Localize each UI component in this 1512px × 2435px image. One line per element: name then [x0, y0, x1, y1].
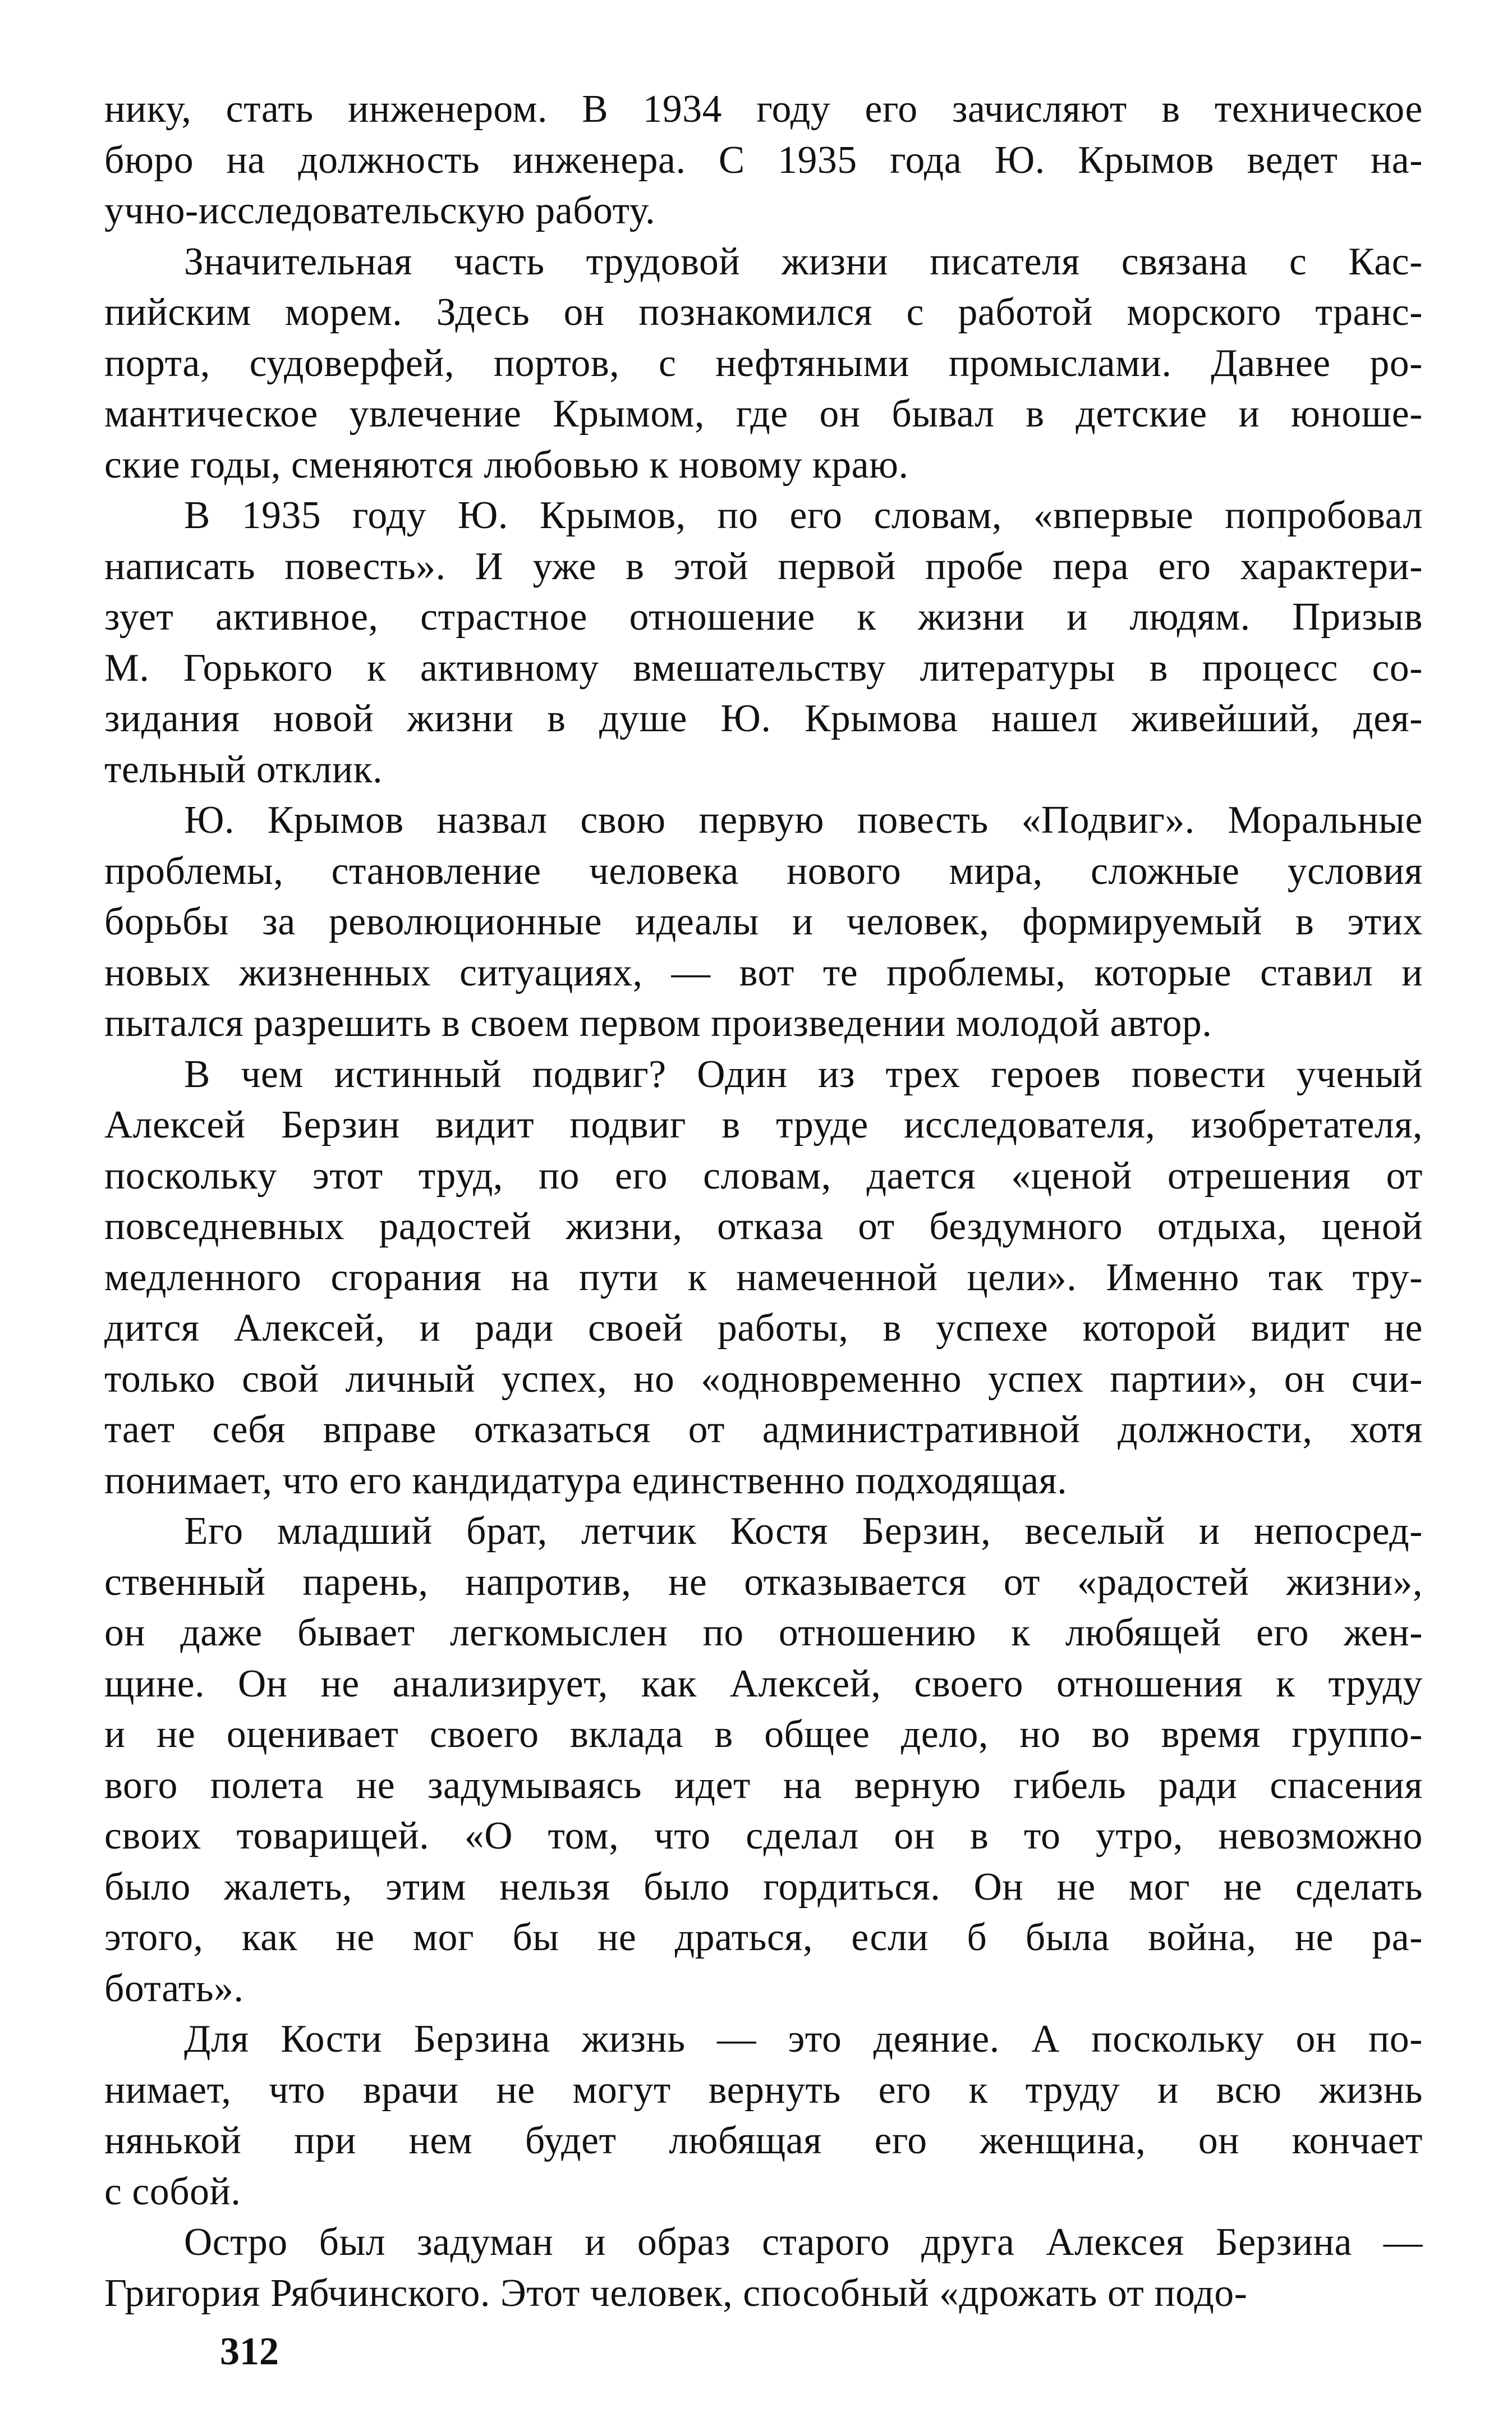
- paragraph: [104, 1506, 1423, 2014]
- text-line: поскольку этот труд, по его словам, дается «ценой отрешения от: [104, 1154, 1423, 1198]
- text-line: зует активное, страстное отношение к жизни и людям. Призыв: [104, 595, 1423, 639]
- text-line: Григория Рябчинского. Этот человек, способный «дрожать от подо-: [104, 2271, 1248, 2315]
- page-number: 312: [220, 2330, 279, 2373]
- text-line: тельный отклик.: [104, 748, 383, 791]
- text-line: он даже бывает легкомыслен по отношению к любящей его жен-: [104, 1611, 1423, 1654]
- paragraph: [104, 84, 1423, 237]
- text-line: бюро на должность инженера. С 1935 года Ю. Крымов ведет на-: [104, 138, 1423, 182]
- text-line: повседневных радостей жизни, отказа от бездумного отдыха, ценой: [104, 1205, 1423, 1248]
- paragraph: [104, 2014, 1423, 2217]
- text-line: вого полета не задумываясь идет на верную гибель ради спасения: [104, 1763, 1423, 1807]
- text-line: В чем истинный подвиг? Один из трех героев повести ученый: [184, 1052, 1423, 1096]
- text-line: и не оценивает своего вклада в общее дело, но во время группо-: [104, 1713, 1423, 1756]
- text-line: тает себя вправе отказаться от административной должности, хотя: [104, 1408, 1423, 1451]
- text-line: Его младший брат, летчик Костя Берзин, веселый и непосред-: [184, 1510, 1423, 1553]
- text-line: ские годы, сменяются любовью к новому краю.: [104, 443, 909, 487]
- text-line: понимает, что его кандидатура единственно подходящая.: [104, 1459, 1068, 1502]
- text-line: борьбы за революционные идеалы и человек, формируемый в этих: [104, 900, 1423, 943]
- text-line: дится Алексей, и ради своей работы, в успехе которой видит не: [104, 1306, 1423, 1350]
- text-line: Ю. Крымов назвал свою первую повесть «Подвиг». Моральные: [184, 799, 1423, 842]
- text-line: щине. Он не анализирует, как Алексей, своего отношения к труду: [104, 1662, 1423, 1705]
- text-line: было жалеть, этим нельзя было гордиться. Он не мог не сделать: [104, 1865, 1423, 1909]
- text-line: зидания новой жизни в душе Ю. Крымова нашел живейший, дея-: [104, 697, 1423, 740]
- text-line: этого, как не мог бы не драться, если б была война, не ра-: [104, 1916, 1423, 1959]
- text-line: нимает, что врачи не могут вернуть его к труду и всю жизнь: [104, 2068, 1423, 2112]
- text-line: мантическое увлечение Крымом, где он бывал в детские и юноше-: [104, 392, 1423, 435]
- text-line: пытался разрешить в своем первом произведении молодой автор.: [104, 1002, 1212, 1045]
- text-line: Для Кости Берзина жизнь — это деяние. А поскольку он по-: [184, 2017, 1423, 2061]
- text-line: нянькой при нем будет любящая его женщина, он кончает: [104, 2119, 1423, 2162]
- body-text: [104, 84, 1423, 2319]
- text-line: с собой.: [104, 2170, 241, 2213]
- text-line: ботать».: [104, 1966, 244, 2010]
- text-line: порта, судоверфей, портов, с нефтяными промыслами. Давнее ро-: [104, 341, 1423, 385]
- paragraph: [104, 237, 1423, 491]
- paragraph: [104, 490, 1423, 795]
- text-line: только свой личный успех, но «одновременно успех партии», он счи-: [104, 1357, 1423, 1401]
- text-line: пийским морем. Здесь он познакомился с работой морского транс-: [104, 291, 1423, 334]
- text-line: М. Горького к активному вмешательству литературы в процесс со-: [104, 646, 1423, 690]
- text-line: новых жизненных ситуациях, — вот те проблемы, которые ставил и: [104, 951, 1423, 994]
- text-line: написать повесть». И уже в этой первой пробе пера его характери-: [104, 544, 1423, 588]
- text-line: нику, стать инженером. В 1934 году его зачисляют в техническое: [104, 88, 1423, 131]
- text-line: учно-исследовательскую работу.: [104, 189, 656, 232]
- text-line: Алексей Берзин видит подвиг в труде исследователя, изобретателя,: [104, 1103, 1423, 1147]
- text-line: медленного сгорания на пути к намеченной цели». Именно так тру-: [104, 1255, 1423, 1299]
- text-line: своих товарищей. «О том, что сделал он в то утро, невозможно: [104, 1814, 1423, 1858]
- text-line: Значительная часть трудовой жизни писателя связана с Кас-: [184, 240, 1423, 283]
- paragraph: [104, 795, 1423, 1049]
- text-line: проблемы, становление человека нового мира, сложные условия: [104, 849, 1423, 893]
- text-line: Остро был задуман и образ старого друга Алексея Берзина —: [184, 2221, 1423, 2264]
- paragraph: [104, 2217, 1423, 2319]
- text-line: ственный парень, напротив, не отказывается от «радостей жизни»,: [104, 1560, 1423, 1604]
- text-line: В 1935 году Ю. Крымов, по его словам, «впервые попробовал: [184, 494, 1423, 537]
- paragraph: [104, 1049, 1423, 1507]
